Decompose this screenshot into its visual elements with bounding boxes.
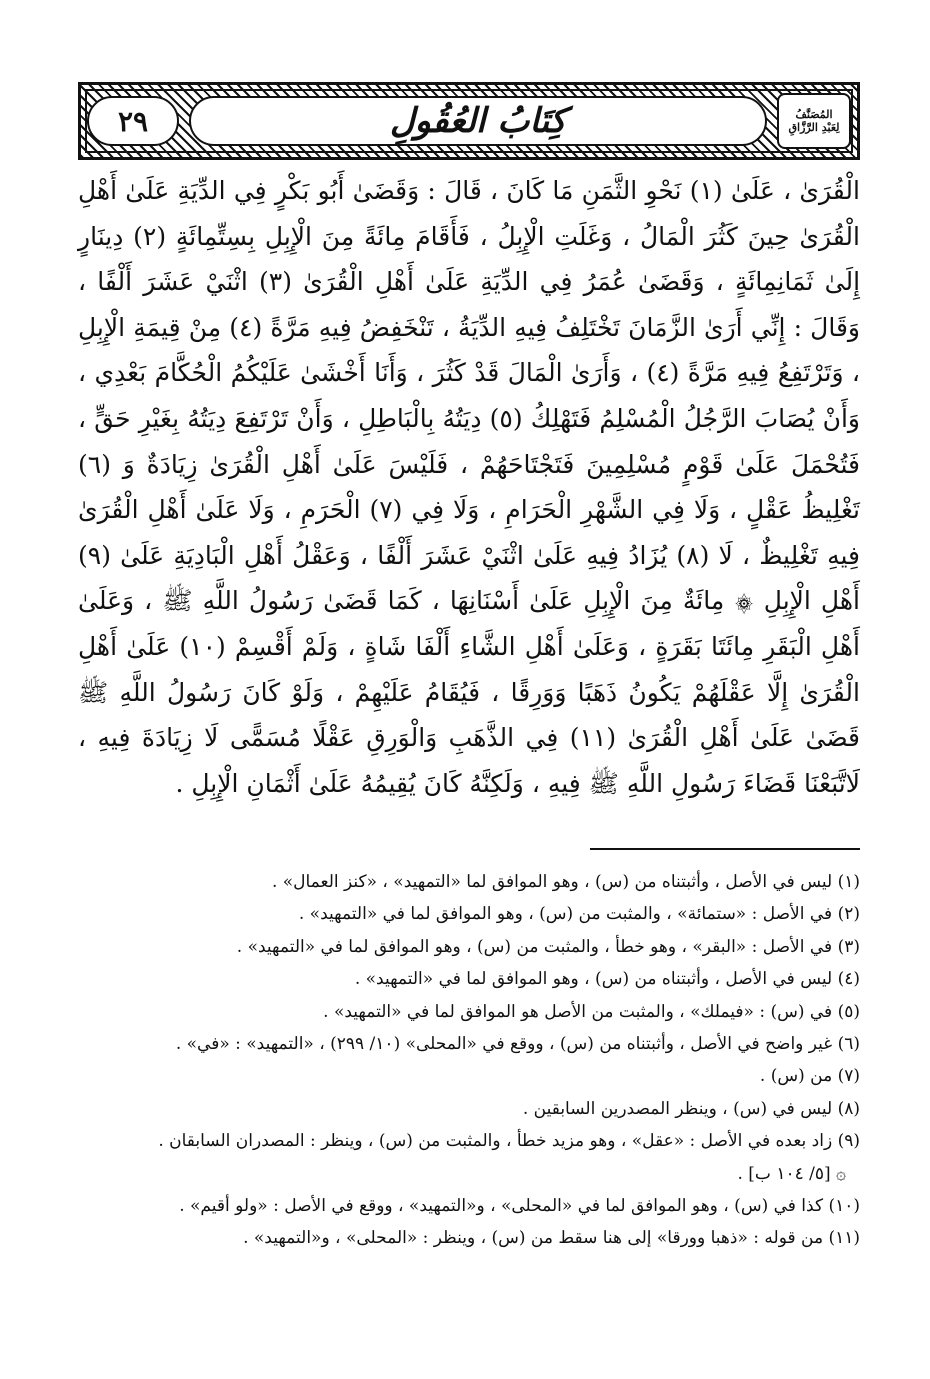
footnotes [78, 866, 860, 1255]
footnote-5: (٥) في (س) : «فيملك» ، والمثبت من الأصل هو الموافق لما في «التمهيد» . [323, 1001, 860, 1022]
book-seal-logo [777, 93, 851, 149]
footnote-8: (٨) ليس في (س) ، وينظر المصدرين السابقين . [522, 1098, 860, 1119]
title-cartouche [189, 96, 767, 146]
page-number-cartouche [87, 96, 179, 146]
seal-line-2: لِعَبْدِ الرَّزَّاقِ [788, 121, 840, 134]
main-text [78, 168, 860, 806]
seal-line-1: المُصَنَّفُ [795, 108, 833, 121]
footnote-10: (١٠) كذا في (س) ، وهو الموافق لما في «المحلى» ، و«التمهيد» ، ووقع في الأصل : «ولو أقيم» . [179, 1196, 860, 1217]
footnote-9: (٩) زاد بعده في الأصل : «عقل» ، وهو مزيد خطأ ، والمثبت من (س) ، وينظر : المصدران السابقان . [158, 1131, 860, 1152]
footnote-3: (٣) في الأصل : «البقر» ، وهو خطأ ، والمثبت من (س) ، وهو الموافق لما في «التمهيد» . [236, 936, 860, 957]
body-paragraph: الْقُرَىٰ ، عَلَىٰ (١) نَحْوِ الثَّمَنِ مَا كَانَ ، قَالَ : وَقَضَىٰ أَبُو بَكْرٍ فِي الدِّيَةِ عَلَىٰ أَهْلِ الْقُرَىٰ حِينَ كَثُرَ الْمَالُ ، وَغَلَتِ الْإِبِلُ ، فَأَقَامَ مِائَةً مِنَ الْإِبِلِ بِسِتِّمِائَةٍ (٢) دِينَارٍ إِلَىٰ ثَمَانِمِائَةٍ ، وَقَضَىٰ عُمَرُ فِي الدِّيَةِ عَلَىٰ أَهْلِ الْقُرَىٰ (٣) اثْنَيْ عَشَرَ أَلْفًا ، وَقَالَ : إِنِّي أَرَىٰ الزَّمَانَ تَخْتَلِفُ فِيهِ الدِّيَةُ ، تَنْخَفِضُ فِيهِ مَرَّةً (٤) مِنْ قِيمَةِ الْإِبِلِ ، وَتَرْتَفِعُ فِيهِ مَرَّةً (٤) ، وَأَرَىٰ الْمَالَ قَدْ كَثُرَ ، وَأَنَا أَخْشَىٰ عَلَيْكُمُ الْحُكَّامَ بَعْدِي ، وَأَنْ يُصَابَ الرَّجُلُ الْمُسْلِمُ فَتَهْلِكُ (٥) دِيَتُهُ بِالْبَاطِلِ ، وَأَنْ تَرْتَفِعَ دِيَتُهُ بِغَيْرِ حَقٍّ ، فَتُحْمَلَ عَلَىٰ قَوْمٍ مُسْلِمِينَ فَتَجْتَاحَهُمْ ، فَلَيْسَ عَلَىٰ أَهْلِ الْقُرَىٰ زِيَادَةٌ وَ (٦) تَغْلِيظُ عَقْلٍ ، وَلَا فِي الشَّهْرِ الْحَرَامِ ، وَلَا فِي (٧) الْحَرَمِ ، وَلَا عَلَىٰ أَهْلِ الْقُرَىٰ فِيهِ تَغْلِيظٌ ، لَا (٨) يُزَادُ فِيهِ عَلَىٰ اثْنَيْ عَشَرَ أَلْفًا ، وَعَقْلُ أَهْلِ الْبَادِيَةِ عَلَىٰ (٩) أَهْلِ الْإِبِلِ ۞ مِائَةٌ مِنَ الْإِبِلِ عَلَىٰ أَسْنَانِهَا ، كَمَا قَضَىٰ رَسُولُ اللَّهِ ﷺ ، وَعَلَىٰ أَهْلِ الْبَقَرِ مِائَتَا بَقَرَةٍ ، وَعَلَىٰ أَهْلِ الشَّاءِ أَلْفَا شَاةٍ ، وَلَمْ أَقْسِمْ (١٠) عَلَىٰ أَهْلِ الْقُرَىٰ إِلَّا عَقْلَهُمْ يَكُونُ ذَهَبًا وَوَرِقًا ، فَيُقَامُ عَلَيْهِمْ ، وَلَوْ كَانَ رَسُولُ اللَّهِ ﷺ قَضَىٰ عَلَىٰ أَهْلِ الْقُرَىٰ (١١) فِي الذَّهَبِ وَالْوَرِقِ عَقْلًا مُسَمًّى لَا زِيَادَةَ فِيهِ ، لَاتَّبَعْنَا قَضَاءَ رَسُولِ اللَّهِ ﷺ فِيهِ ، وَلَكِنَّهُ كَانَ يُقِيمُهُ عَلَىٰ أَثْمَانِ الْإِبِلِ . [78, 176, 861, 798]
page-number: ٢٩ [117, 104, 149, 138]
footnote-2: (٢) في الأصل : «ستمائة» ، والمثبت من (س) ، وهو الموافق لما في «التمهيد» . [298, 904, 860, 925]
footnote-7: (٧) من (س) . [759, 1066, 860, 1087]
footnote-6: (٦) غير واضح في الأصل ، وأثبتناه من (س) ، ووقع في «المحلى» (١٠/ ٢٩٩) ، «التمهيد» : «في» . [175, 1034, 860, 1055]
book-title: كِتَابُ العُقُولِ [389, 101, 567, 141]
footnote-1: (١) ليس في الأصل ، وأثبتناه من (س) ، وهو الموافق لما «التمهيد» ، «كنز العمال» . [271, 872, 860, 892]
footnote-4: (٤) ليس في الأصل ، وأثبتناه من (س) ، وهو الموافق لما في «التمهيد» . [354, 969, 860, 990]
page-header [78, 82, 860, 160]
footnote-divider [590, 848, 860, 850]
footnote-11: (١١) من قوله : «ذهبا وورقا» إلى هنا سقط من (س) ، وينظر : «المحلى» ، و«التمهيد» . [243, 1228, 860, 1249]
footnote-9-marker: ۞ [٥/ ١٠٤ ب] . [737, 1163, 846, 1184]
